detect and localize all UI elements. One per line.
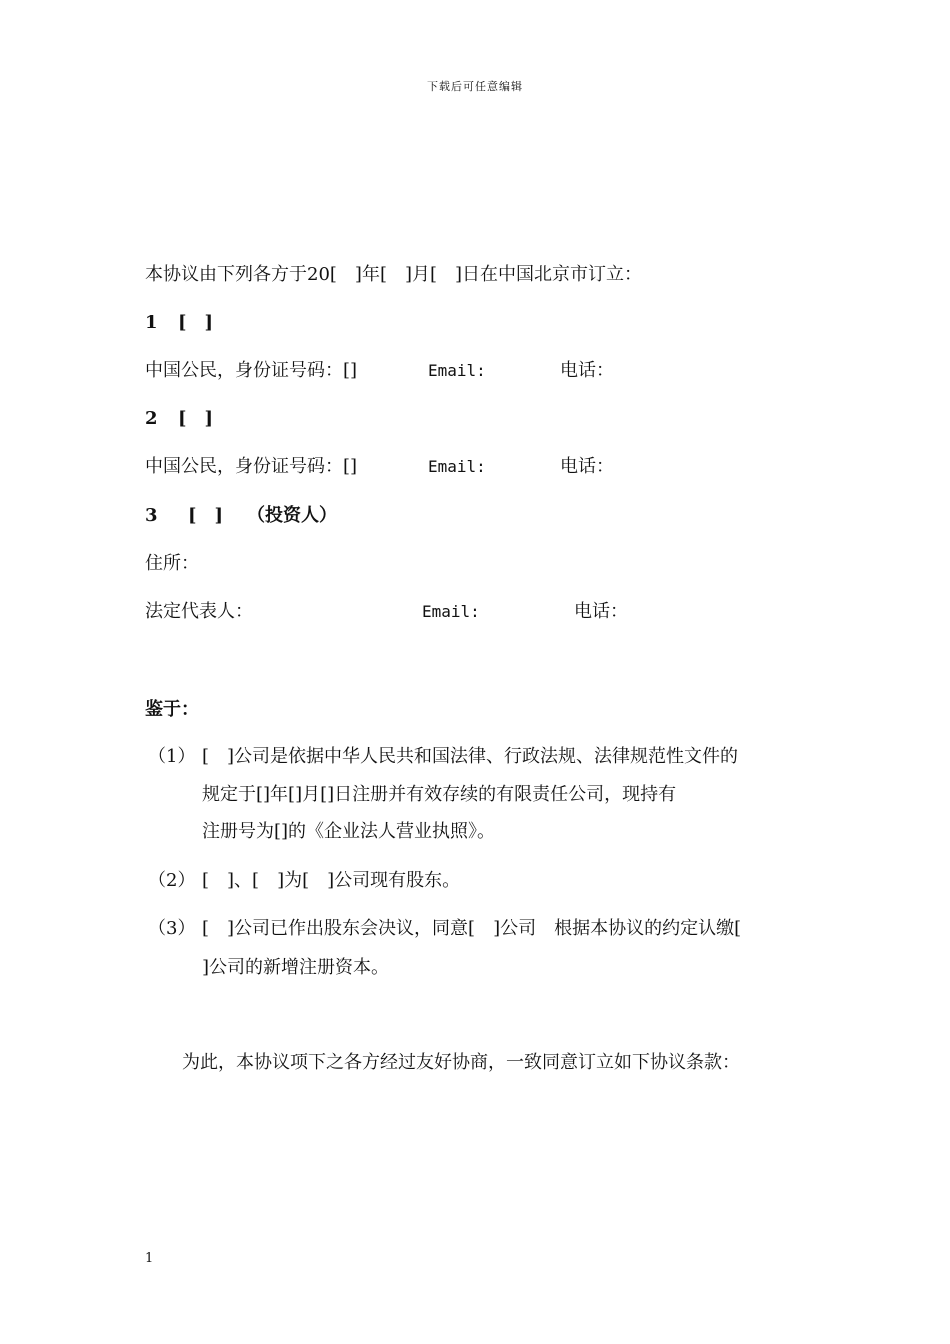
page-header: 下载后可任意编辑 xyxy=(427,80,523,93)
clause1-line2: 规定于[]年[]月[]日注册并有效存续的有限责任公司，现持有 xyxy=(202,784,677,805)
party3-phone-label: 电话： xyxy=(574,601,628,622)
clause1-line3: 注册号为[]的《企业法人营业执照》。 xyxy=(202,821,496,842)
clause3-line1: [ ]公司已作出股东会决议，同意[ ]公司 根据本协议的约定认缴[ xyxy=(202,918,742,939)
closing-paragraph: 为此，本协议项下之各方经过友好协商，一致同意订立如下协议条款： xyxy=(182,1052,740,1073)
party2-name: [ ] xyxy=(178,408,214,429)
party2-email-label: Email: xyxy=(428,457,486,476)
party2-id: 中国公民，身份证号码：[] xyxy=(145,456,358,477)
clause3-line2: ]公司的新增注册资本。 xyxy=(202,957,390,978)
party3-name: [ ] xyxy=(188,505,224,526)
party3-number: 3 xyxy=(145,505,158,526)
party3-role: （投资人） xyxy=(247,505,337,526)
party1-email-label: Email: xyxy=(428,361,486,380)
clause1-line1: [ ]公司是依据中华人民共和国法律、行政法规、法律规范性文件的 xyxy=(202,746,739,767)
party1-phone-label: 电话： xyxy=(560,360,614,381)
page-number: 1 xyxy=(145,1251,154,1266)
clause2-number: （2） xyxy=(148,870,196,891)
party2-number: 2 xyxy=(145,408,158,429)
clause1-number: （1） xyxy=(148,746,196,767)
party1-number: 1 xyxy=(145,312,158,333)
party3-email-label: Email: xyxy=(422,602,480,621)
clause2-line1: [ ]、[ ]为[ ]公司现有股东。 xyxy=(202,870,461,891)
party3-rep-label: 法定代表人： xyxy=(145,601,253,622)
party3-address-label: 住所： xyxy=(145,553,199,574)
party1-id: 中国公民，身份证号码：[] xyxy=(145,360,358,381)
clause3-number: （3） xyxy=(148,918,196,939)
intro-line: 本协议由下列各方于20[ ]年[ ]月[ ]日在中国北京市订立： xyxy=(145,264,643,285)
party1-name: [ ] xyxy=(178,312,214,333)
party2-phone-label: 电话： xyxy=(560,456,614,477)
whereas-title: 鉴于： xyxy=(145,699,199,720)
